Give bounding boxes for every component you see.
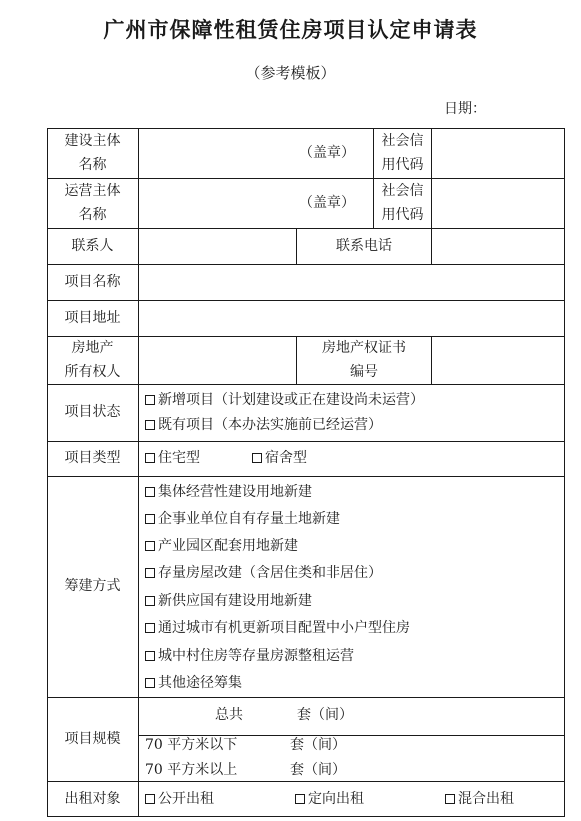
checkbox[interactable] bbox=[145, 623, 155, 633]
target-option-mixed[interactable] bbox=[445, 787, 514, 811]
table-border-left bbox=[47, 128, 48, 817]
table-border-right bbox=[564, 128, 565, 817]
builder-name-label-line1: 建设主体 bbox=[64, 133, 121, 149]
scale-total-label: 总共 bbox=[215, 707, 243, 723]
checkbox[interactable] bbox=[295, 794, 305, 804]
property-cert-label bbox=[297, 336, 431, 384]
builder-seal-label: （盖章） bbox=[299, 145, 355, 161]
operator-credit-code-label bbox=[374, 179, 431, 227]
scale-total-unit: 套（间） bbox=[297, 707, 353, 723]
row-divider bbox=[47, 476, 565, 477]
method-option-label: 通过城市有机更新项目配置中小户型住房 bbox=[158, 620, 410, 636]
method-option[interactable] bbox=[145, 561, 382, 585]
target-option-directed[interactable] bbox=[295, 787, 364, 811]
property-owner-field[interactable] bbox=[139, 336, 296, 384]
checkbox[interactable] bbox=[145, 596, 155, 606]
checkbox[interactable] bbox=[145, 514, 155, 524]
date-label: 日期： bbox=[444, 101, 486, 117]
row-divider bbox=[47, 697, 565, 698]
property-cert-label-line2: 编号 bbox=[350, 364, 378, 380]
target-option-public-label: 公开出租 bbox=[158, 791, 214, 807]
target-option-directed-label: 定向出租 bbox=[308, 791, 364, 807]
contact-label: 联系人 bbox=[71, 238, 114, 254]
form-title: 广州市保障性租赁住房项目认定申请表 bbox=[103, 18, 478, 42]
method-option[interactable] bbox=[145, 480, 312, 504]
method-option-label: 产业园区配套用地新建 bbox=[158, 538, 298, 554]
checkbox[interactable] bbox=[145, 453, 155, 463]
method-option[interactable] bbox=[145, 534, 298, 558]
checkbox[interactable] bbox=[145, 420, 155, 430]
checkbox[interactable] bbox=[145, 651, 155, 661]
property-owner-label-line2: 所有权人 bbox=[64, 364, 121, 380]
project-address-label: 项目地址 bbox=[64, 310, 121, 326]
operator-name-label bbox=[47, 179, 138, 227]
method-option-label: 其他途径筹集 bbox=[158, 675, 242, 691]
operator-credit-code-line1: 社会信 bbox=[381, 183, 424, 199]
contact-phone-field[interactable] bbox=[432, 228, 564, 264]
operator-name-label-line2: 名称 bbox=[78, 207, 107, 223]
scale-below-70-field[interactable] bbox=[245, 733, 289, 755]
form-subtitle: （参考模板） bbox=[245, 64, 336, 82]
operator-credit-code-line2: 用代码 bbox=[381, 207, 424, 223]
scale-below-70-label: 70 平方米以下 bbox=[145, 737, 238, 753]
project-status-label: 项目状态 bbox=[64, 404, 121, 420]
scale-below-70-unit: 套（间） bbox=[290, 737, 346, 753]
scale-total-field[interactable] bbox=[251, 701, 295, 729]
project-type-label: 项目类型 bbox=[64, 450, 121, 466]
property-owner-label bbox=[47, 336, 138, 384]
status-option-existing[interactable] bbox=[145, 413, 382, 437]
builder-credit-code-line1: 社会信 bbox=[381, 133, 424, 149]
scale-above-70-unit: 套（间） bbox=[290, 762, 346, 778]
type-option-residential[interactable] bbox=[145, 446, 200, 470]
application-table bbox=[47, 128, 565, 817]
builder-credit-code-label bbox=[374, 129, 431, 177]
builder-name-label bbox=[47, 129, 138, 177]
row-divider bbox=[47, 441, 565, 442]
table-border-bottom bbox=[47, 816, 565, 817]
checkbox[interactable] bbox=[445, 794, 455, 804]
type-option-dormitory[interactable] bbox=[252, 446, 307, 470]
target-option-public[interactable] bbox=[145, 787, 214, 811]
operator-seal-label: （盖章） bbox=[299, 195, 355, 211]
checkbox[interactable] bbox=[252, 453, 262, 463]
checkbox[interactable] bbox=[145, 678, 155, 688]
method-option-label: 新供应国有建设用地新建 bbox=[158, 593, 312, 609]
method-option[interactable] bbox=[145, 671, 242, 695]
method-option[interactable] bbox=[145, 507, 340, 531]
operator-name-label-line1: 运营主体 bbox=[64, 183, 121, 199]
target-option-mixed-label: 混合出租 bbox=[458, 791, 514, 807]
method-option-label: 存量房屋改建（含居住类和非居住） bbox=[158, 565, 382, 581]
status-option-new-label: 新增项目（计划建设或正在建设尚未运营） bbox=[158, 392, 424, 408]
checkbox[interactable] bbox=[145, 794, 155, 804]
method-option-label: 企事业单位自有存量土地新建 bbox=[158, 511, 340, 527]
rental-target-label: 出租对象 bbox=[64, 791, 121, 807]
row-divider bbox=[47, 384, 565, 385]
operator-credit-code-field[interactable] bbox=[432, 178, 564, 228]
contact-field[interactable] bbox=[139, 228, 296, 264]
method-option[interactable] bbox=[145, 616, 410, 640]
method-option[interactable] bbox=[145, 644, 354, 668]
project-name-field[interactable] bbox=[139, 264, 564, 300]
property-owner-label-line1: 房地产 bbox=[71, 340, 114, 356]
project-scale-label: 项目规模 bbox=[64, 731, 121, 747]
type-option-dormitory-label: 宿舍型 bbox=[265, 450, 307, 466]
project-address-field[interactable] bbox=[139, 300, 564, 336]
contact-phone-label: 联系电话 bbox=[336, 238, 392, 254]
status-option-existing-label: 既有项目（本办法实施前已经运营） bbox=[158, 417, 382, 433]
checkbox[interactable] bbox=[145, 568, 155, 578]
builder-credit-code-line2: 用代码 bbox=[381, 157, 424, 173]
scale-above-70-label: 70 平方米以上 bbox=[145, 762, 238, 778]
method-option-label: 城中村住房等存量房源整租运营 bbox=[158, 648, 354, 664]
method-option[interactable] bbox=[145, 589, 312, 613]
project-name-label: 项目名称 bbox=[64, 274, 121, 290]
type-option-residential-label: 住宅型 bbox=[158, 450, 200, 466]
status-option-new[interactable] bbox=[145, 388, 424, 412]
checkbox[interactable] bbox=[145, 487, 155, 497]
construction-method-label: 筹建方式 bbox=[64, 578, 121, 594]
checkbox[interactable] bbox=[145, 395, 155, 405]
property-cert-label-line1: 房地产权证书 bbox=[322, 340, 406, 356]
builder-credit-code-field[interactable] bbox=[432, 128, 564, 178]
property-cert-field[interactable] bbox=[432, 336, 564, 384]
builder-name-label-line2: 名称 bbox=[78, 157, 107, 173]
method-option-label: 集体经营性建设用地新建 bbox=[158, 484, 312, 500]
checkbox[interactable] bbox=[145, 541, 155, 551]
scale-above-70-field[interactable] bbox=[245, 758, 289, 780]
